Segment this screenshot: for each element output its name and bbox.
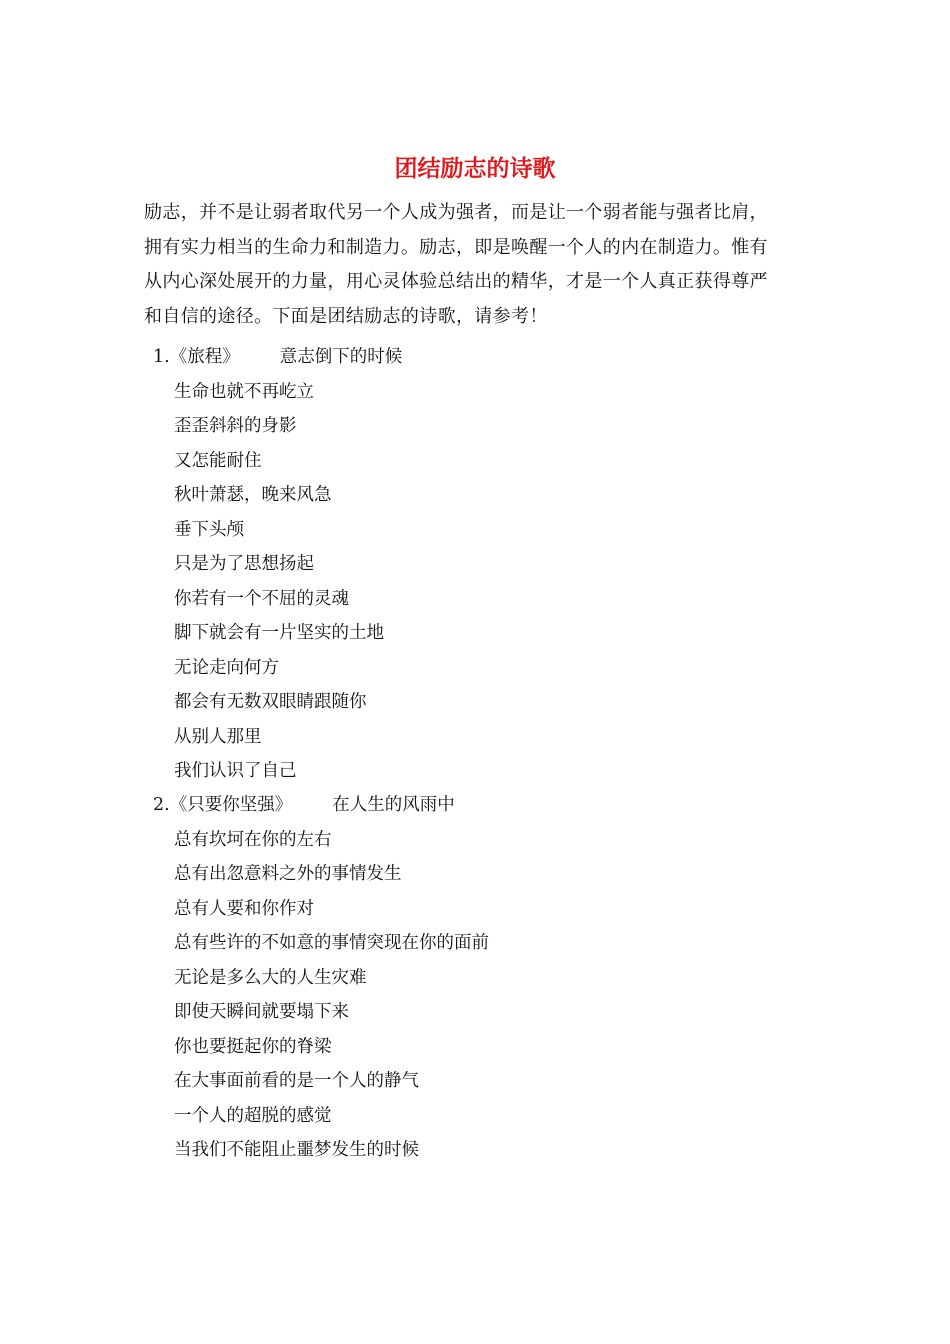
poem-line: 你也要挺起你的脊梁 xyxy=(174,1036,332,1057)
poem-1-heading xyxy=(153,340,402,375)
poem-2-number: 2. xyxy=(153,795,170,815)
poem-line: 只是为了思想扬起 xyxy=(174,554,314,574)
poem-1-first-line: 意志倒下的时候 xyxy=(279,347,403,367)
intro-paragraph xyxy=(144,196,804,334)
poem-line: 在大事面前看的是一个人的静气 xyxy=(174,1071,419,1091)
poem-line: 总有人要和你作对 xyxy=(174,898,314,919)
poem-line: 从别人那里 xyxy=(174,726,262,747)
poem-line: 即使天瞬间就要塌下来 xyxy=(174,1002,349,1022)
poem-line: 总有出忽意料之外的事情发生 xyxy=(174,864,402,884)
intro-line: 从内心深处展开的力量，用心灵体验总结出的精华，才是一个人真正获得尊严 xyxy=(144,271,768,292)
poem-line: 秋叶萧瑟，晚来风急 xyxy=(174,485,332,505)
poem-line: 你若有一个不屈的灵魂 xyxy=(174,588,349,609)
poem-line: 生命也就不再屹立 xyxy=(174,381,314,402)
poem-2-first-line: 在人生的风雨中 xyxy=(332,795,455,815)
poem-2-heading xyxy=(153,788,455,823)
poem-line: 我们认识了自己 xyxy=(174,761,297,781)
poem-1-title: 《旅程》 xyxy=(169,347,240,367)
poem-line: 总有坎坷在你的左右 xyxy=(174,829,332,850)
intro-line: 拥有实力相当的生命力和制造力。励志，即是唤醒一个人的内在制造力。惟有 xyxy=(144,236,768,258)
poem-line: 一个人的超脱的感觉 xyxy=(174,1105,332,1126)
poem-line: 无论走向何方 xyxy=(174,657,279,678)
poem-line: 歪歪斜斜的身影 xyxy=(174,416,297,436)
intro-line: 励志，并不是让弱者取代另一个人成为强者，而是让一个弱者能与强者比肩， xyxy=(144,202,768,223)
poem-1-number: 1. xyxy=(153,347,170,367)
poem-line: 脚下就会有一片坚实的土地 xyxy=(174,623,384,643)
poem-line: 总有些许的不如意的事情突现在你的面前 xyxy=(174,933,489,953)
intro-line: 和自信的途径。下面是团结励志的诗歌，请参考！ xyxy=(144,305,548,327)
poem-2-title: 《只要你坚强》 xyxy=(169,795,293,815)
document-title: 团结励志的诗歌 xyxy=(394,156,556,182)
poem-line: 都会有无数双眼睛跟随你 xyxy=(174,692,367,712)
poem-2-lines xyxy=(174,823,489,1168)
poem-line: 无论是多么大的人生灾难 xyxy=(174,967,367,988)
poem-1-lines xyxy=(174,375,384,789)
poem-line: 又怎能耐住 xyxy=(174,450,262,471)
poem-line: 当我们不能阻止噩梦发生的时候 xyxy=(174,1140,419,1160)
poem-line: 垂下头颅 xyxy=(174,519,244,540)
